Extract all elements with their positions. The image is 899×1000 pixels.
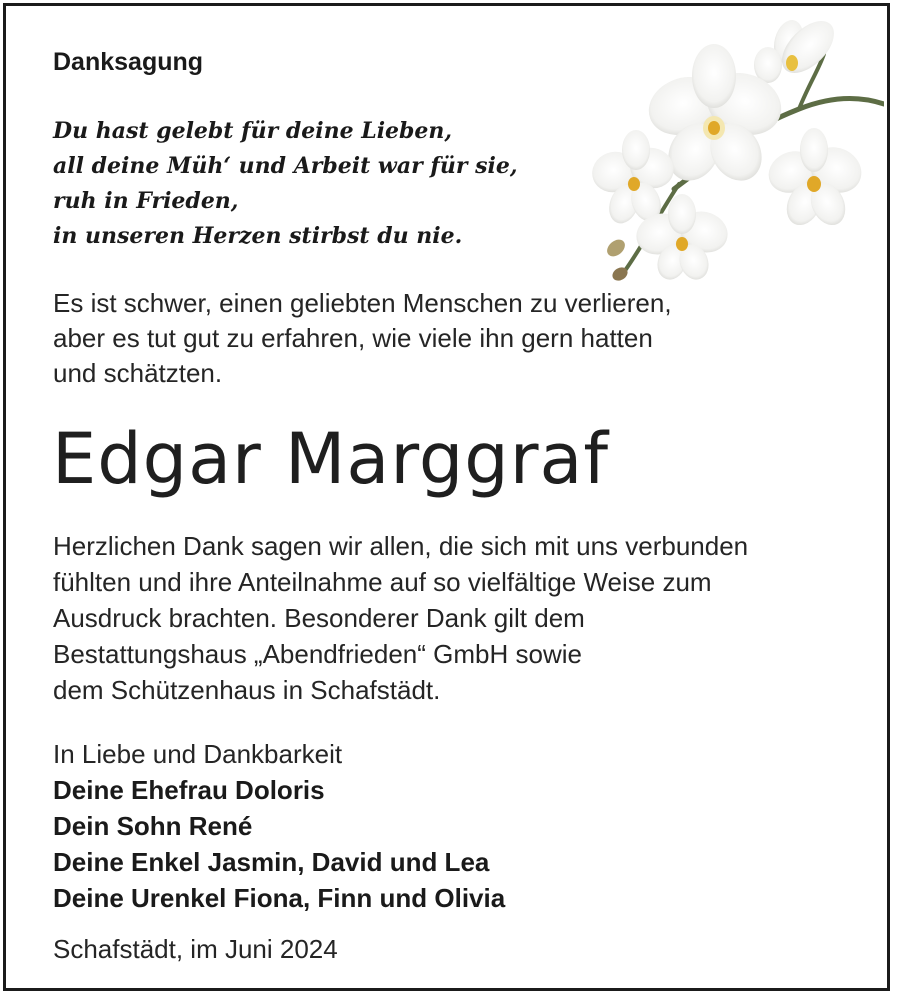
thanks-line: Bestattungshaus „Abendfrieden“ GmbH sowie <box>53 639 582 669</box>
poem <box>53 114 517 254</box>
intro-text <box>53 286 672 391</box>
heading: Danksagung <box>53 48 204 76</box>
thanks-line: dem Schützenhaus in Schafstädt. <box>53 675 441 705</box>
thanks-line: fühlten und ihre Anteilnahme auf so vielfältige Weise zum <box>53 567 712 597</box>
deceased-name: Edgar Marggraf <box>52 418 610 500</box>
thanks-text <box>53 528 748 708</box>
thanks-line: Ausdruck brachten. Besonderer Dank gilt dem <box>53 603 585 633</box>
closing-line: In Liebe und Dankbarkeit <box>53 739 343 769</box>
place-date: Schafstädt, im Juni 2024 <box>53 934 338 964</box>
poem-line: all deine Müh‘ und Arbeit war für sie, <box>53 153 518 179</box>
family-member: Dein Sohn René <box>53 811 253 841</box>
poem-line: in unseren Herzen stirbst du nie. <box>53 223 463 249</box>
intro-line: aber es tut gut zu erfahren, wie viele ihn gern hatten <box>53 323 653 353</box>
signature-block <box>53 736 505 916</box>
family-member: Deine Enkel Jasmin, David und Lea <box>53 847 490 877</box>
family-member: Deine Ehefrau Doloris <box>53 775 325 805</box>
intro-line: und schätzten. <box>53 358 223 388</box>
poem-line: ruh in Frieden, <box>53 188 239 214</box>
thanks-line: Herzlichen Dank sagen wir allen, die sich mit uns verbunden <box>53 531 749 561</box>
intro-line: Es ist schwer, einen geliebten Menschen zu verlieren, <box>53 288 672 318</box>
family-member: Deine Urenkel Fiona, Finn und Olivia <box>53 883 506 913</box>
poem-line: Du hast gelebt für deine Lieben, <box>53 118 453 144</box>
obituary-card <box>3 3 890 991</box>
orchid-flower-icon <box>584 14 884 286</box>
